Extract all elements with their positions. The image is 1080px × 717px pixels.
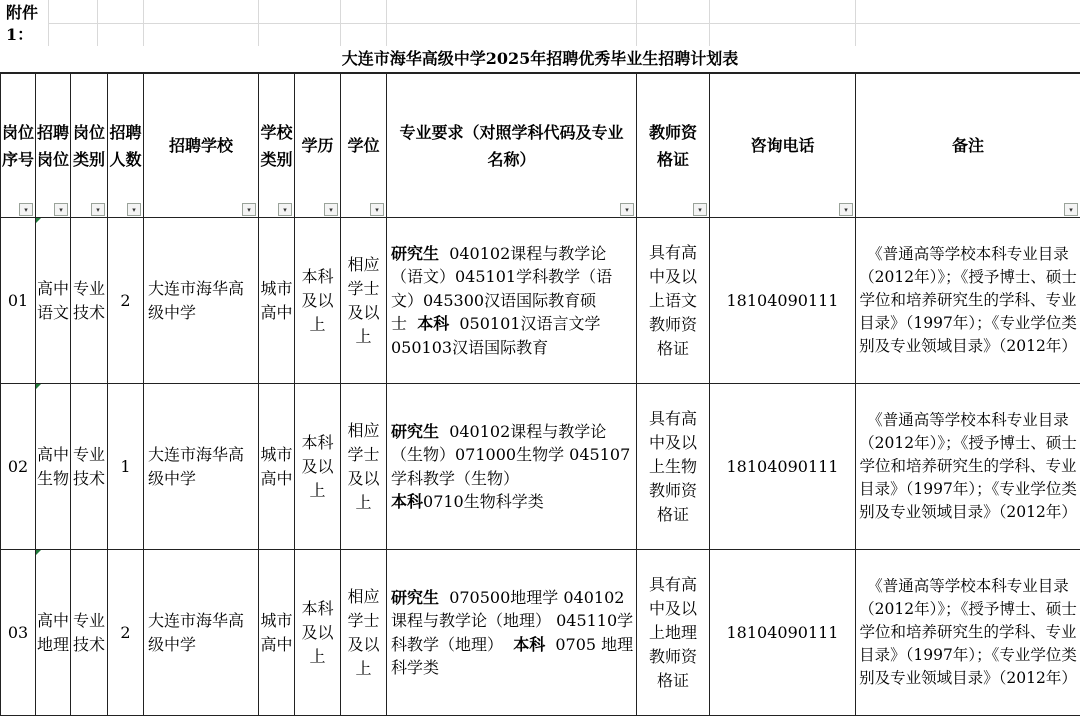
filter-dropdown-button[interactable]: ▾ — [839, 203, 853, 216]
filter-dropdown-button[interactable]: ▾ — [1064, 203, 1078, 216]
cell-position-no[interactable]: 01 — [1, 218, 36, 384]
cell-degree[interactable]: 相应学士及以上 — [341, 550, 387, 716]
filter-dropdown-button[interactable]: ▾ — [278, 203, 292, 216]
recruitment-table — [0, 73, 1080, 716]
filter-dropdown-button[interactable]: ▾ — [620, 203, 634, 216]
table-row — [1, 550, 1080, 716]
cell-school[interactable]: 大连市海华高级中学 — [144, 384, 259, 550]
cell-position-no[interactable]: 03 — [1, 550, 36, 716]
header-cell: 招聘人数 ▾ — [108, 74, 144, 218]
table-row — [1, 218, 1080, 384]
cell-phone[interactable]: 18104090111 — [710, 218, 856, 384]
cell-school[interactable]: 大连市海华高级中学 — [144, 550, 259, 716]
cell-position-no[interactable]: 02 — [1, 384, 36, 550]
cell-category[interactable]: 专业技术 — [71, 384, 108, 550]
header-cell: 学历 ▾ — [295, 74, 341, 218]
filter-dropdown-button[interactable]: ▾ — [91, 203, 105, 216]
cell-school-type[interactable]: 城市高中 — [259, 218, 295, 384]
cell-count[interactable]: 2 — [108, 218, 144, 384]
empty-grid-area — [0, 0, 1080, 46]
filter-dropdown-button[interactable]: ▾ — [370, 203, 384, 216]
filter-dropdown-button[interactable]: ▾ — [19, 203, 33, 216]
filter-dropdown-button[interactable]: ▾ — [127, 203, 141, 216]
cell-note[interactable]: 《普通高等学校本科专业目录（2012年）》；《授予博士、硕士学位和培养研究生的学科、专业目录》（1997年）；《专业学位类别及专业领域目录》（2012年） — [856, 550, 1080, 716]
header-cell: 学校类别 ▾ — [259, 74, 295, 218]
cell-teacher-certificate[interactable]: 具有高中及以上语文教师资格证 — [637, 218, 710, 384]
header-cell: 专业要求（对照学科代码及专业名称） ▾ — [387, 74, 637, 218]
cell-degree[interactable]: 相应学士及以上 — [341, 218, 387, 384]
header-cell: 岗位类别 ▾ — [71, 74, 108, 218]
cell-note[interactable]: 《普通高等学校本科专业目录（2012年）》；《授予博士、硕士学位和培养研究生的学科、专业目录》（1997年）；《专业学位类别及专业领域目录》（2012年） — [856, 384, 1080, 550]
table-title: 大连市海华高级中学2025年招聘优秀毕业生招聘计划表 — [0, 46, 1080, 73]
header-cell: 学位 ▾ — [341, 74, 387, 218]
cell-note[interactable]: 《普通高等学校本科专业目录（2012年）》；《授予博士、硕士学位和培养研究生的学科、专业目录》（1997年）；《专业学位类别及专业领域目录》（2012年） — [856, 218, 1080, 384]
cell-phone[interactable]: 18104090111 — [710, 384, 856, 550]
cell-teacher-certificate[interactable]: 具有高中及以上地理教师资格证 — [637, 550, 710, 716]
header-cell: 岗位序号 ▾ — [1, 74, 36, 218]
cell-school-type[interactable]: 城市高中 — [259, 384, 295, 550]
cell-phone[interactable]: 18104090111 — [710, 550, 856, 716]
header-row — [1, 74, 1080, 218]
cell-category[interactable]: 专业技术 — [71, 218, 108, 384]
cell-school-type[interactable]: 城市高中 — [259, 550, 295, 716]
filter-dropdown-button[interactable]: ▾ — [693, 203, 707, 216]
cell-category[interactable]: 专业技术 — [71, 550, 108, 716]
header-cell: 招聘学校 ▾ — [144, 74, 259, 218]
header-cell: 咨询电话 ▾ — [710, 74, 856, 218]
attachment-label: 附件1： — [6, 3, 39, 44]
cell-post[interactable]: 高中地理 — [36, 550, 71, 716]
cell-teacher-certificate[interactable]: 具有高中及以上生物教师资格证 — [637, 384, 710, 550]
table-row — [1, 384, 1080, 550]
cell-school[interactable]: 大连市海华高级中学 — [144, 218, 259, 384]
filter-dropdown-button[interactable]: ▾ — [324, 203, 338, 216]
cell-education[interactable]: 本科及以上 — [295, 550, 341, 716]
header-cell: 备注 ▾ — [856, 74, 1080, 218]
header-cell: 教师资格证 ▾ — [637, 74, 710, 218]
filter-dropdown-button[interactable]: ▾ — [54, 203, 68, 216]
cell-education[interactable]: 本科及以上 — [295, 218, 341, 384]
cell-post[interactable]: 高中语文 — [36, 218, 71, 384]
cell-major-requirement[interactable]: 研究生 070500地理学 040102课程与教学论（地理） 045110学科教学（地理） 本科 0705 地理科学类 — [387, 550, 637, 716]
cell-post[interactable]: 高中生物 — [36, 384, 71, 550]
cell-degree[interactable]: 相应学士及以上 — [341, 384, 387, 550]
cell-education[interactable]: 本科及以上 — [295, 384, 341, 550]
header-cell: 招聘岗位 ▾ — [36, 74, 71, 218]
cell-count[interactable]: 1 — [108, 384, 144, 550]
cell-count[interactable]: 2 — [108, 550, 144, 716]
cell-major-requirement[interactable]: 研究生 040102课程与教学论（生物）071000生物学 045107学科教学（生物） 本科0710生物科学类 — [387, 384, 637, 550]
cell-major-requirement[interactable]: 研究生 040102课程与教学论（语文）045101学科教学（语文）045300汉语国际教育硕士 本科 050101汉语言文学 050103汉语国际教育 — [387, 218, 637, 384]
filter-dropdown-button[interactable]: ▾ — [242, 203, 256, 216]
